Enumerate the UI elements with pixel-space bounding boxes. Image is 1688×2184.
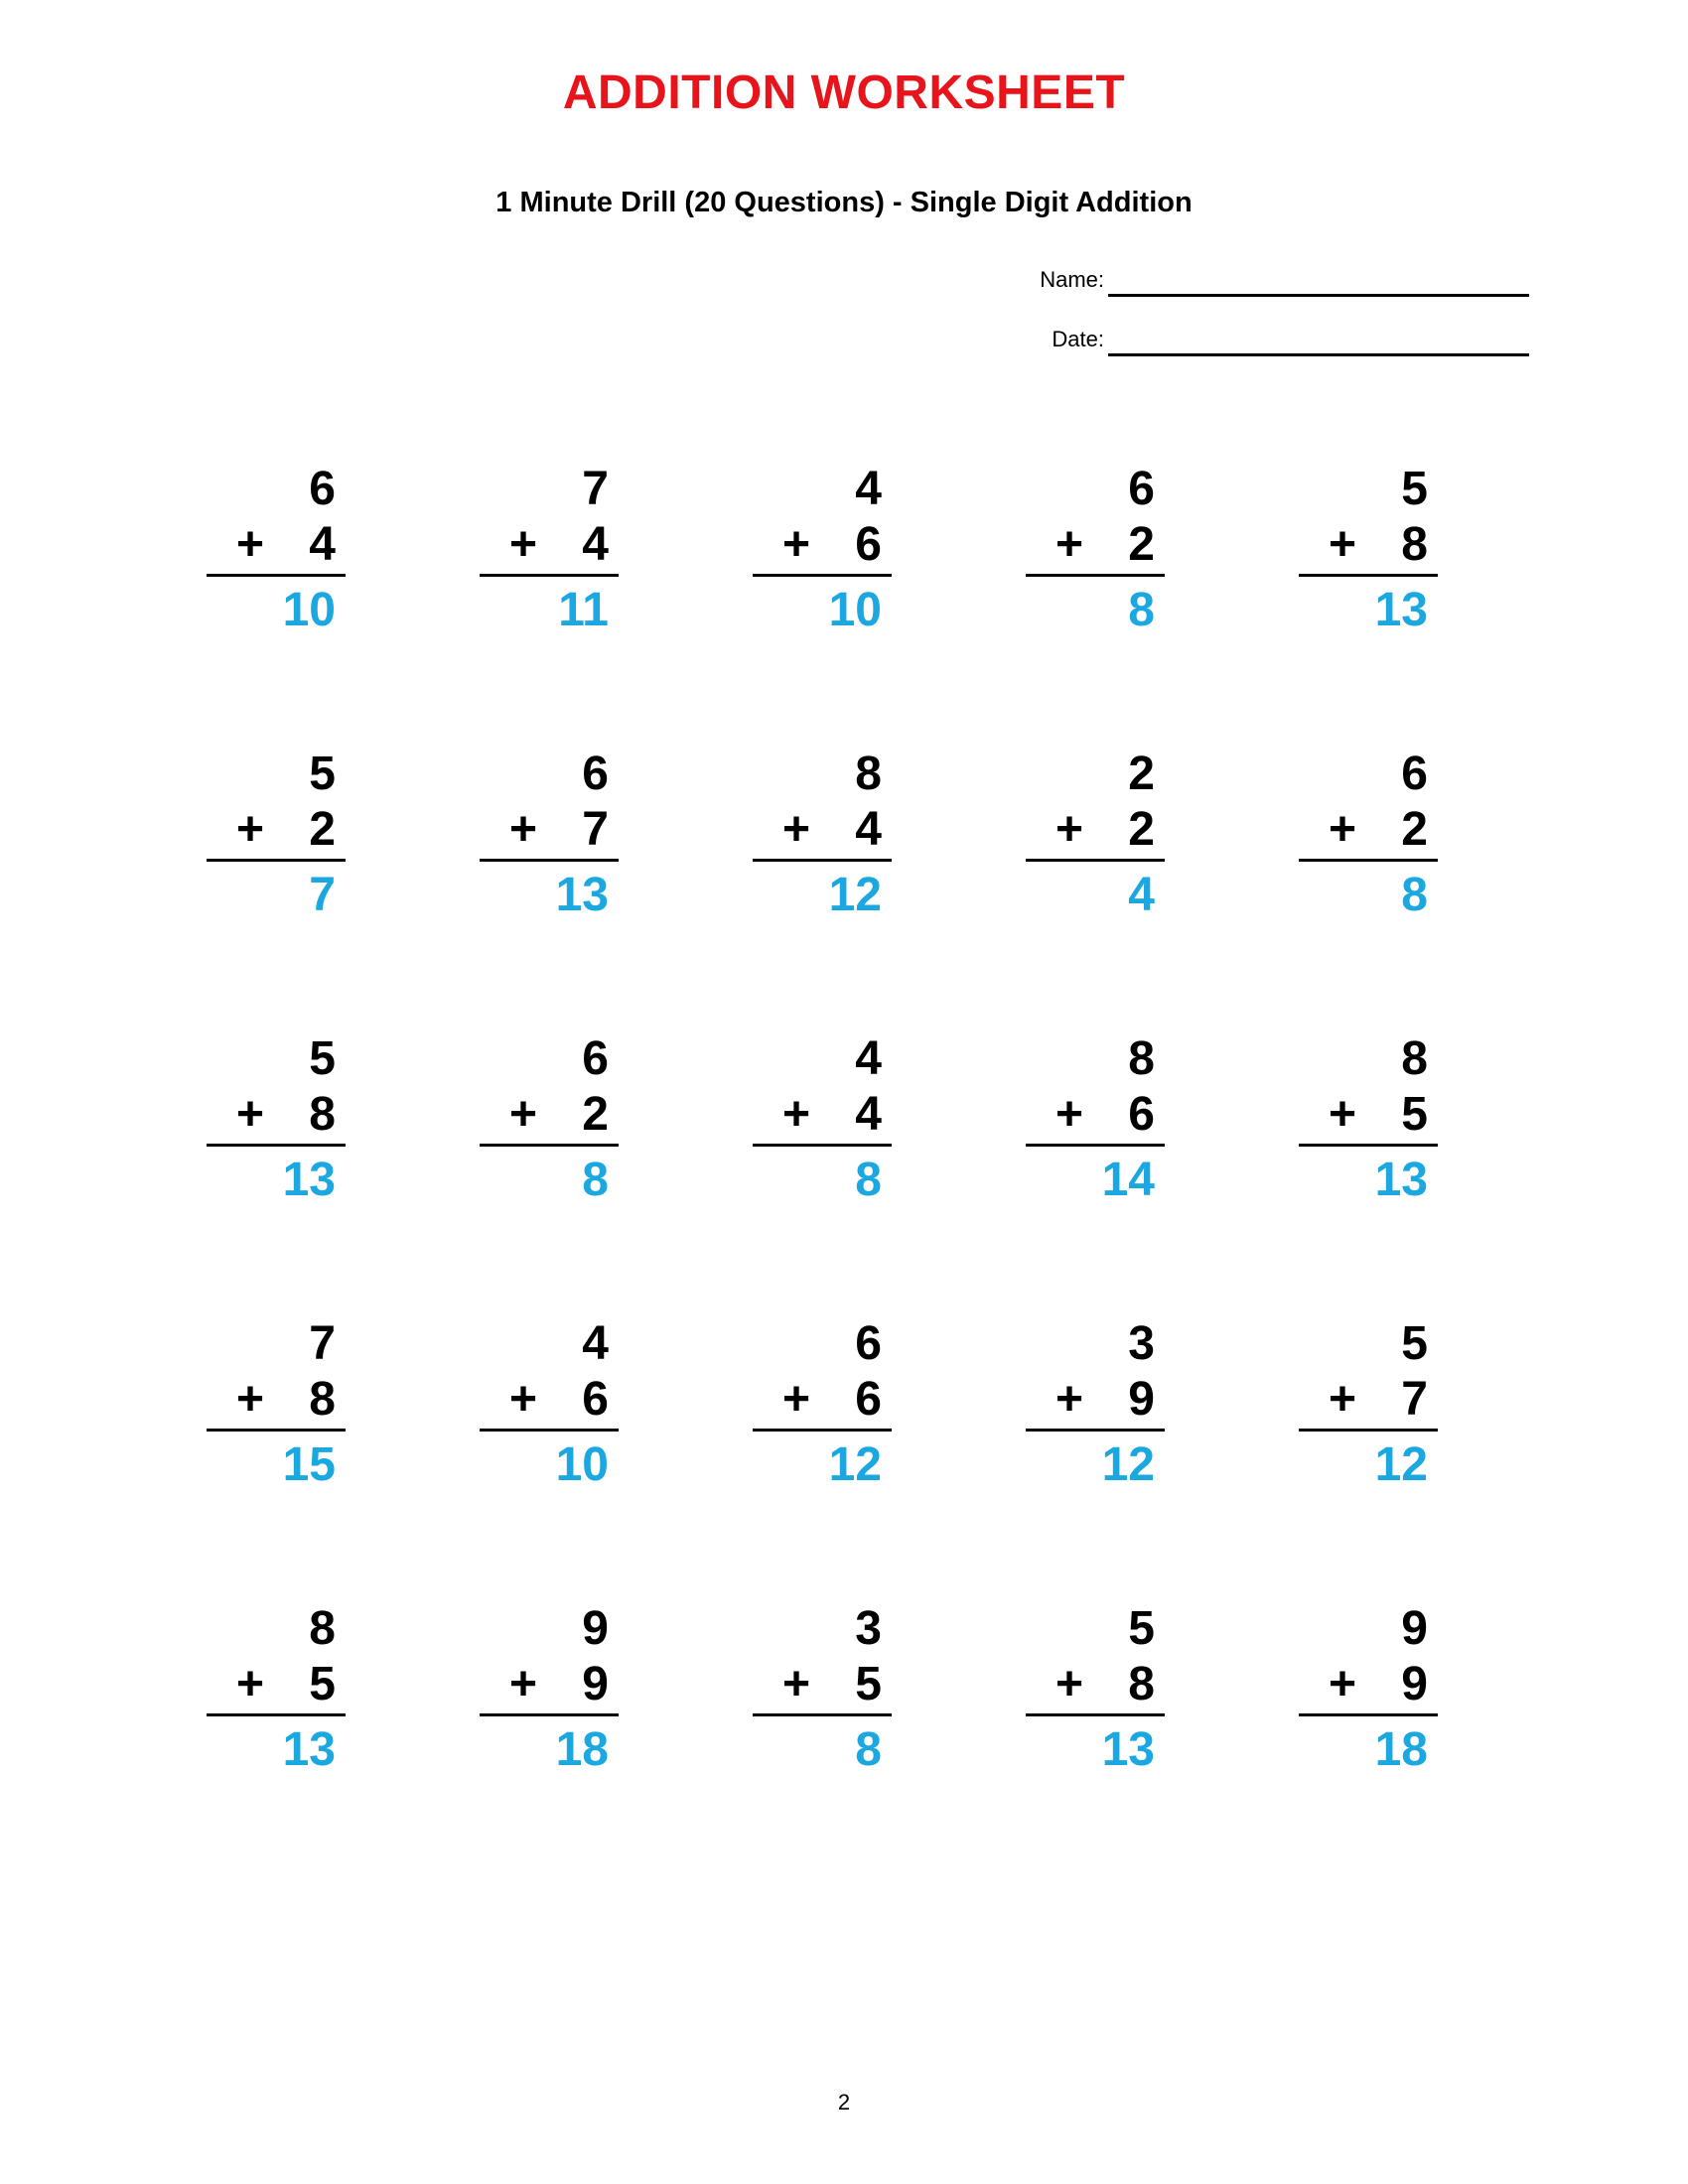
addend-top: 3 [855,1602,882,1655]
addend-bottom: 6 [582,1373,609,1426]
addend-bottom: 5 [309,1658,336,1710]
problem-18 [753,1316,892,1505]
sum-line [1299,859,1438,862]
problem-20 [1299,1316,1438,1505]
addend-top: 4 [582,1317,609,1370]
answer: 13 [1101,1723,1155,1776]
answer: 18 [555,1723,609,1776]
plus-sign: + [1055,1658,1084,1710]
plus-sign: + [782,803,811,856]
problem-24 [1026,1601,1165,1790]
problem-11 [207,1031,346,1220]
addend-bottom: 2 [309,803,336,856]
problem-19 [1026,1316,1165,1505]
addend-bottom: 5 [1401,1088,1428,1141]
sum-line [207,574,346,577]
answer: 12 [828,1438,882,1491]
plus-sign: + [782,1658,811,1710]
addend-top: 8 [309,1602,336,1655]
plus-sign: + [1329,1373,1357,1426]
sum-line [207,1144,346,1147]
problem-5 [1299,462,1438,650]
plus-sign: + [1055,1088,1084,1141]
sum-line [753,1144,892,1147]
sum-line [207,859,346,862]
sum-line [480,1713,619,1716]
addend-top: 6 [1401,748,1428,800]
name-label: Name: [1040,267,1104,292]
addend-top: 8 [855,748,882,800]
problem-9 [1026,747,1165,935]
addend-bottom: 2 [1128,803,1155,856]
plus-sign: + [509,1373,538,1426]
addend-top: 2 [1128,748,1155,800]
answer: 13 [282,1723,336,1776]
problem-7 [480,747,619,935]
problem-23 [753,1601,892,1790]
worksheet-subtitle: 1 Minute Drill (20 Questions) - Single Digit Addition [495,187,1193,218]
problem-15 [1299,1031,1438,1220]
sum-line [1026,1144,1165,1147]
problem-10 [1299,747,1438,935]
addend-bottom: 8 [1401,518,1428,571]
problem-21 [207,1601,346,1790]
answer: 8 [855,1723,882,1776]
problem-6 [207,747,346,935]
sum-line [207,1713,346,1716]
problem-17 [480,1316,619,1505]
addend-bottom: 9 [1128,1373,1155,1426]
plus-sign: + [1329,518,1357,571]
sum-line [1026,859,1165,862]
plus-sign: + [782,518,811,571]
sum-line [753,1429,892,1432]
addend-top: 7 [582,463,609,515]
addend-bottom: 2 [582,1088,609,1141]
addend-bottom: 4 [855,1088,882,1141]
plus-sign: + [509,1088,538,1141]
answer: 18 [1374,1723,1428,1776]
sum-line [1299,1144,1438,1147]
addend-bottom: 5 [855,1658,882,1710]
answer: 8 [582,1154,609,1206]
plus-sign: + [236,1373,265,1426]
addend-bottom: 8 [309,1373,336,1426]
answer: 15 [282,1438,336,1491]
problem-14 [1026,1031,1165,1220]
addend-top: 6 [582,1032,609,1085]
addend-top: 6 [1128,463,1155,515]
addend-top: 5 [1401,1317,1428,1370]
sum-line [207,1429,346,1432]
addend-bottom: 4 [582,518,609,571]
addend-top: 6 [855,1317,882,1370]
answer: 8 [1128,584,1155,636]
page-number: 2 [837,2090,851,2115]
sum-line [1026,1713,1165,1716]
addend-top: 9 [582,1602,609,1655]
sum-line [480,859,619,862]
plus-sign: + [1055,1373,1084,1426]
plus-sign: + [509,803,538,856]
sum-line [1299,574,1438,577]
plus-sign: + [1055,518,1084,571]
sum-line [1299,1429,1438,1432]
addend-bottom: 6 [855,518,882,571]
addend-top: 5 [1401,463,1428,515]
answer: 12 [828,869,882,921]
answer: 12 [1101,1438,1155,1491]
addend-top: 9 [1401,1602,1428,1655]
addend-top: 7 [309,1317,336,1370]
answer: 11 [558,584,609,636]
addend-bottom: 9 [582,1658,609,1710]
answer: 10 [828,584,882,636]
plus-sign: + [236,518,265,571]
problem-4 [1026,462,1165,650]
sum-line [753,574,892,577]
answer: 10 [555,1438,609,1491]
sum-line [753,1713,892,1716]
answer: 13 [1374,584,1428,636]
sum-line [480,1144,619,1147]
plus-sign: + [236,1088,265,1141]
problem-22 [480,1601,619,1790]
sum-line [480,1429,619,1432]
addend-bottom: 7 [582,803,609,856]
problem-1 [207,462,346,650]
addend-top: 6 [582,748,609,800]
problem-25 [1299,1601,1438,1790]
worksheet-title: ADDITION WORKSHEET [562,67,1126,119]
answer: 13 [555,869,609,921]
sum-line [1026,574,1165,577]
sum-line [753,859,892,862]
addend-top: 8 [1128,1032,1155,1085]
plus-sign: + [509,518,538,571]
addend-top: 4 [855,1032,882,1085]
sum-line [480,574,619,577]
answer: 7 [309,869,336,921]
addend-top: 3 [1128,1317,1155,1370]
addend-bottom: 2 [1401,803,1428,856]
addend-top: 6 [309,463,336,515]
answer: 8 [855,1154,882,1206]
addend-bottom: 6 [1128,1088,1155,1141]
plus-sign: + [236,803,265,856]
addend-top: 5 [1128,1602,1155,1655]
problem-16 [207,1316,346,1505]
plus-sign: + [1329,1088,1357,1141]
addend-bottom: 8 [309,1088,336,1141]
date-label: Date: [1052,327,1104,351]
answer: 10 [282,584,336,636]
plus-sign: + [1055,803,1084,856]
addend-bottom: 4 [855,803,882,856]
addend-bottom: 9 [1401,1658,1428,1710]
addend-top: 8 [1401,1032,1428,1085]
addend-top: 5 [309,1032,336,1085]
plus-sign: + [509,1658,538,1710]
addend-bottom: 6 [855,1373,882,1426]
problem-12 [480,1031,619,1220]
answer: 13 [1374,1154,1428,1206]
answer: 8 [1401,869,1428,921]
answer: 14 [1101,1154,1155,1206]
sum-line [1299,1713,1438,1716]
addend-top: 4 [855,463,882,515]
problem-3 [753,462,892,650]
answer: 13 [282,1154,336,1206]
sum-line [1026,1429,1165,1432]
answer: 4 [1128,869,1155,921]
plus-sign: + [236,1658,265,1710]
plus-sign: + [1329,803,1357,856]
plus-sign: + [782,1088,811,1141]
plus-sign: + [1329,1658,1357,1710]
addend-bottom: 4 [309,518,336,571]
plus-sign: + [782,1373,811,1426]
answer: 12 [1374,1438,1428,1491]
problem-13 [753,1031,892,1220]
addend-top: 5 [309,748,336,800]
addend-bottom: 8 [1128,1658,1155,1710]
problem-2 [480,462,619,650]
addend-bottom: 7 [1401,1373,1428,1426]
addend-bottom: 2 [1128,518,1155,571]
problem-8 [753,747,892,935]
